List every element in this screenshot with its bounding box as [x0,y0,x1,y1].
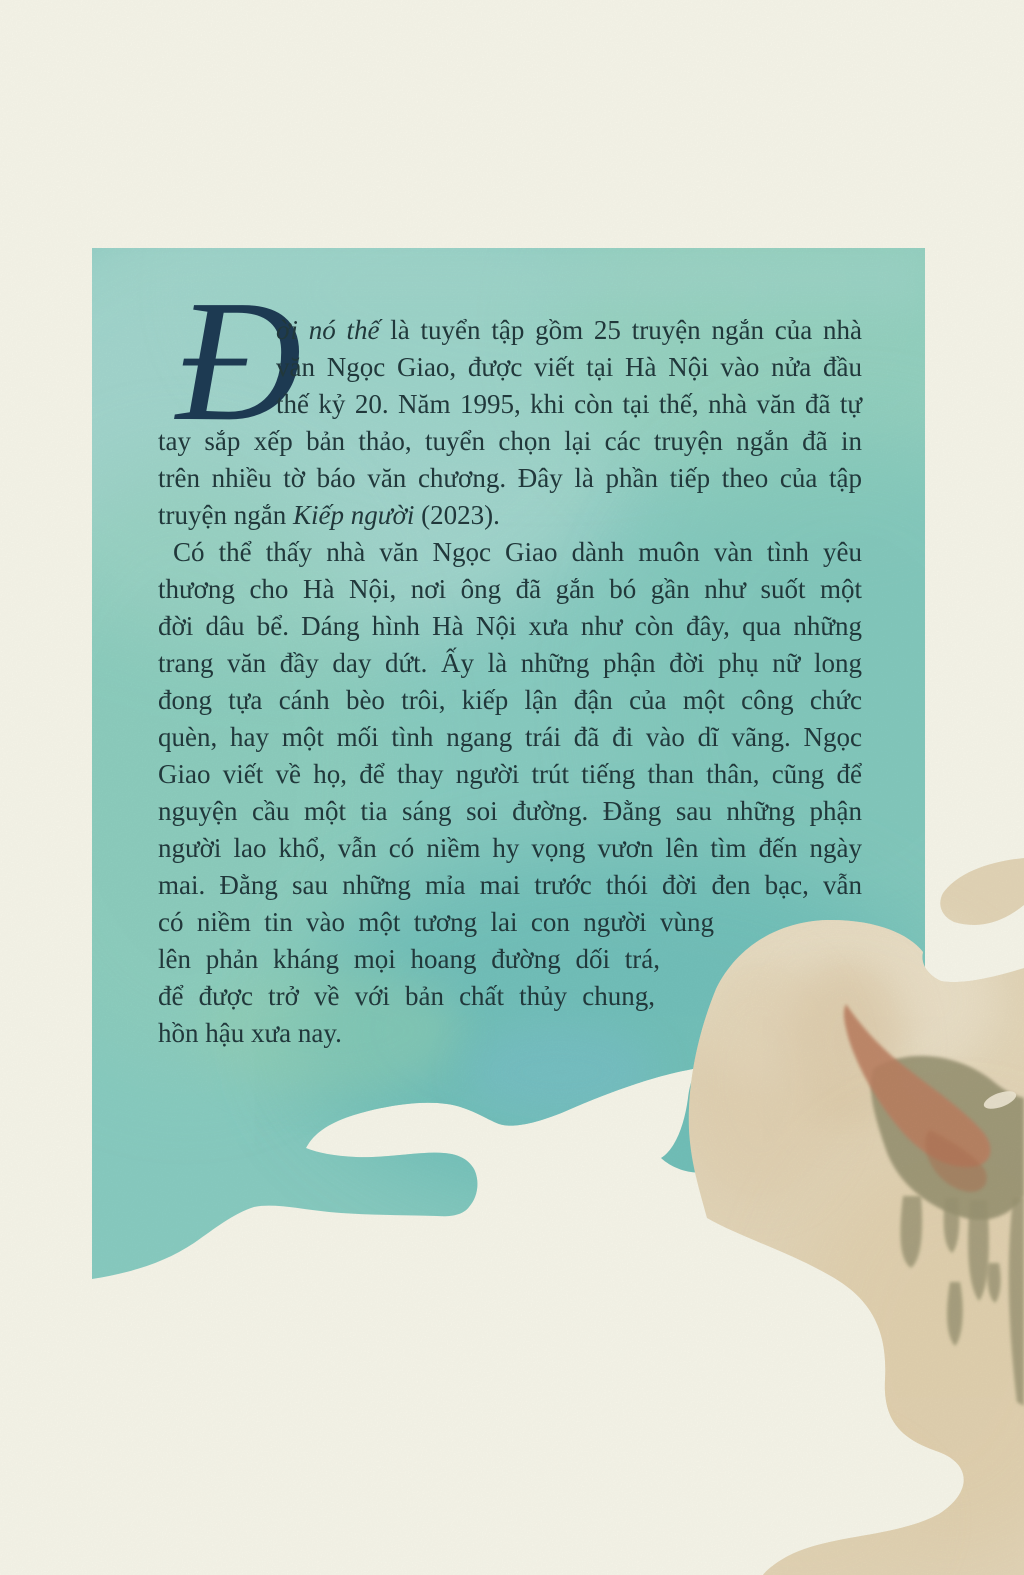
text-segment: có niềm tin vào một tương lai con người vùng [158,907,714,937]
book-title-reference: Kiếp người [292,500,415,530]
text-segment: văn Ngọc Giao, được viết tại Hà Nội vào nửa đầu [276,352,862,382]
text-line [158,1015,862,1052]
text-line [158,460,862,497]
text-line [158,534,862,571]
text-line [276,312,862,349]
text-segment: lên phản kháng mọi hoang đường dối trá, [158,944,660,974]
text-segment: đong tựa cánh bèo trôi, kiếp lận đận của một công chức [158,685,862,715]
text-segment: Có thể thấy nhà văn Ngọc Giao dành muôn vàn tình yêu [173,537,862,567]
paragraph-2 [158,534,862,1052]
text-line [158,682,862,719]
text-line [158,756,862,793]
text-segment: trên nhiều tờ báo văn chương. Đây là phần tiếp theo của tập [158,463,862,493]
text-segment: thế kỷ 20. Năm 1995, khi còn tại thế, nhà văn đã tự [276,389,862,419]
book-description [158,312,862,1052]
text-line [158,793,862,830]
book-title-reference: ời nó thế [276,315,380,345]
text-line [158,941,660,978]
text-segment: để được trở về với bản chất thủy chung, [158,981,655,1011]
dropcap-letter: Đ [176,264,302,457]
text-segment: truyện ngắn [158,500,293,530]
text-segment: Giao viết về họ, để thay người trút tiếng than thân, cũng để [158,759,862,789]
text-line [158,867,862,904]
text-line [158,645,862,682]
text-segment: quèn, hay một mối tình ngang trái đã đi vào dĩ vãng. Ngọc [158,722,862,752]
text-line [158,423,862,460]
text-line [158,497,862,534]
text-segment: là tuyển tập gồm 25 truyện ngắn của nhà [379,315,862,345]
text-segment: đời dâu bể. Dáng hình Hà Nội xưa như còn đây, qua những [158,611,862,641]
text-segment: người lao khổ, vẫn có niềm hy vọng vươn lên tìm đến ngày [158,833,862,863]
text-line [158,904,714,941]
text-segment: hồn hậu xưa nay. [158,1018,342,1048]
text-segment: tay sắp xếp bản thảo, tuyển chọn lại các truyện ngắn đã in [158,426,862,456]
text-line [276,349,862,386]
text-segment: thương cho Hà Nội, nơi ông đã gắn bó gần như suốt một [158,574,862,604]
text-segment: trang văn đầy day dứt. Ấy là những phận đời phụ nữ long [158,648,862,678]
paragraph-1 [158,312,862,534]
text-line [158,978,655,1015]
text-line [276,386,862,423]
text-line [158,719,862,756]
text-segment: (2023). [414,500,500,530]
text-line [158,830,862,867]
text-segment: nguyện cầu một tia sáng soi đường. Đằng sau những phận [158,796,862,826]
text-line [158,608,862,645]
text-line [158,571,862,608]
text-segment: mai. Đằng sau những mỉa mai trước thói đời đen bạc, vẫn [158,870,862,900]
